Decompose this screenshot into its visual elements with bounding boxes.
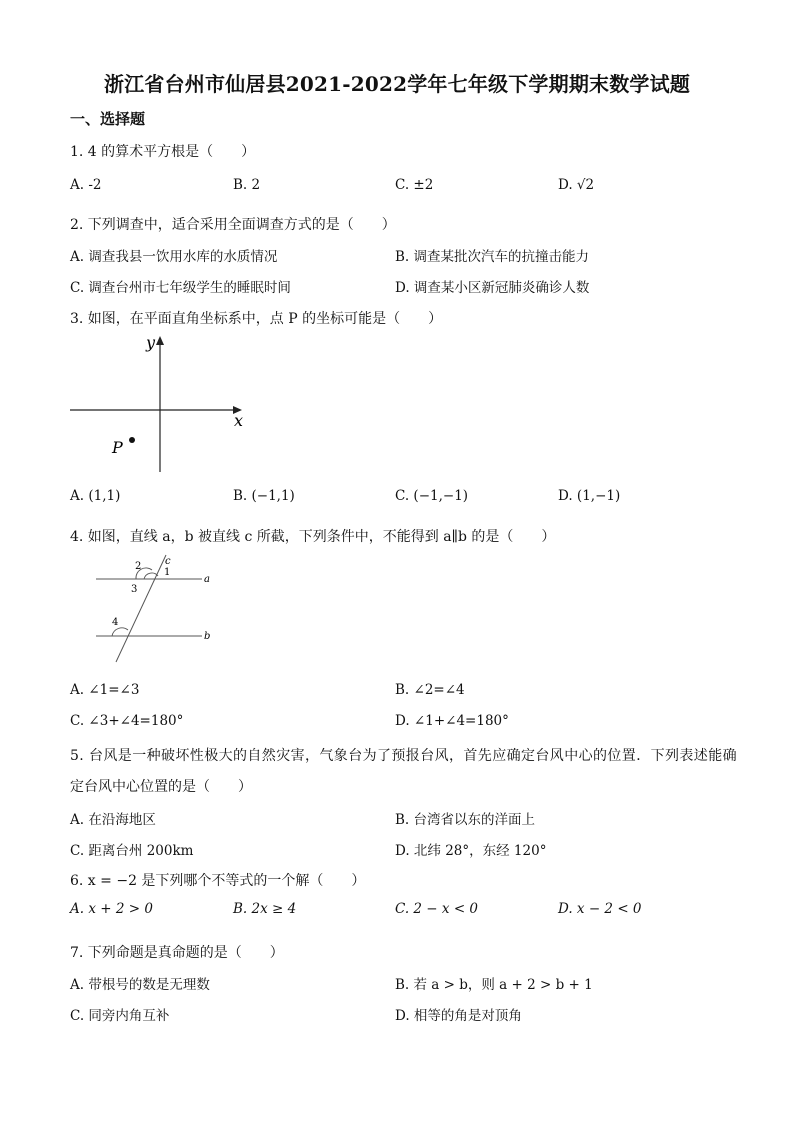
question-5-stem-line2: 定台风中心位置的是（ ） [70,779,252,795]
angle-3-label: 3 [131,584,138,595]
parallel-lines-figure [90,550,220,665]
question-1-stem: 1. 4 的算术平方根是（ ） [70,144,256,160]
line-b-label: b [204,631,211,642]
q3-option-b: B. (−1,1) [233,488,295,504]
q6-option-a: A. x + 2 > 0 [70,901,153,917]
q3-option-a: A. (1,1) [70,488,121,504]
q2-option-d: D. 调查某小区新冠肺炎确诊人数 [395,280,590,296]
angle-4-label: 4 [112,617,119,628]
q4-option-d: D. ∠1+∠4=180° [395,713,509,729]
q5-option-c: C. 距离台州 200km [70,843,194,859]
q4-option-b: B. ∠2=∠4 [395,682,465,698]
q3-option-c: C. (−1,−1) [395,488,469,504]
q4-option-a: A. ∠1=∠3 [70,682,140,698]
coordinate-figure [66,330,256,480]
q6-option-d: D. x − 2 < 0 [558,901,642,917]
q1-option-a: A. -2 [70,177,102,193]
q5-option-d: D. 北纬 28°，东经 120° [395,843,547,859]
question-6-stem: 6. x = −2 是下列哪个不等式的一个解（ ） [70,873,366,889]
question-4-stem: 4. 如图，直线 a，b 被直线 c 所截，下列条件中，不能得到 a∥b 的是（ ） [70,529,556,545]
y-axis-label: y [146,333,156,352]
page-title: 浙江省台州市仙居县2021-2022学年七年级下学期期末数学试题 [103,72,691,96]
point-p-label: P [112,438,123,457]
section-heading: 一、选择题 [70,110,146,128]
q2-option-a: A. 调查我县一饮用水库的水质情况 [70,249,278,265]
q7-option-d: D. 相等的角是对顶角 [395,1008,522,1024]
question-2-stem: 2. 下列调查中，适合采用全面调查方式的是（ ） [70,217,396,233]
q2-option-b: B. 调查某批次汽车的抗撞击能力 [395,249,590,265]
q2-option-c: C. 调查台州市七年级学生的睡眠时间 [70,280,291,296]
line-c-label: c [165,556,171,567]
q3-option-d: D. (1,−1) [558,488,621,504]
line-a-label: a [204,574,210,585]
q4-option-c: C. ∠3+∠4=180° [70,713,184,729]
q6-option-c: C. 2 − x < 0 [395,901,479,917]
q6-option-b: B. 2x ≥ 4 [233,901,297,917]
q5-option-b: B. 台湾省以东的洋面上 [395,812,536,828]
question-3-stem: 3. 如图，在平面直角坐标系中，点 P 的坐标可能是（ ） [70,311,443,327]
question-7-stem: 7. 下列命题是真命题的是（ ） [70,945,284,961]
q1-option-b: B. 2 [233,177,261,193]
q5-option-a: A. 在沿海地区 [70,812,156,828]
q7-option-a: A. 带根号的数是无理数 [70,977,210,993]
question-5-stem-line1: 5. 台风是一种破坏性极大的自然灾害，气象台为了预报台风，首先应确定台风中心的位置．下列表述能确 [70,748,738,764]
q1-option-d: D. √2 [558,177,595,193]
angle-1-label: 1 [164,567,171,578]
q7-option-c: C. 同旁内角互补 [70,1008,170,1024]
x-axis-label: x [234,411,244,430]
q1-option-c: C. ±2 [395,177,434,193]
q7-option-b: B. 若 a > b，则 a + 2 > b + 1 [395,977,593,993]
angle-2-label: 2 [135,561,142,572]
